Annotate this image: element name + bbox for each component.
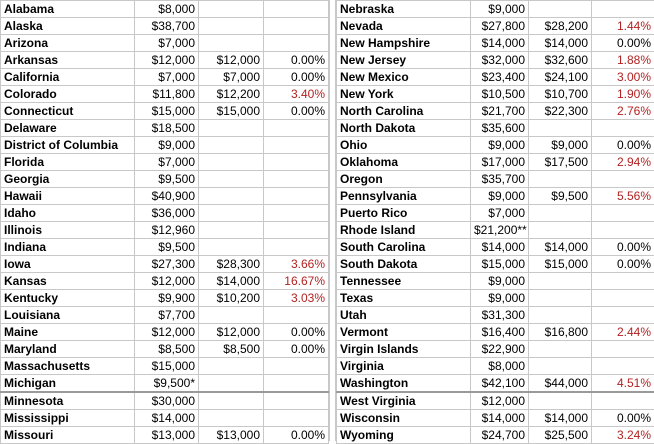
new-value-cell[interactable] <box>199 188 264 205</box>
state-cell[interactable]: Alabama <box>1 1 135 18</box>
state-cell[interactable]: South Dakota <box>337 256 471 273</box>
percent-change-cell[interactable] <box>264 410 329 427</box>
state-cell[interactable]: New Jersey <box>337 52 471 69</box>
value-cell[interactable]: $12,000 <box>135 324 199 341</box>
table-row <box>1 35 329 52</box>
new-value-cell[interactable] <box>529 120 592 137</box>
percent-change-cell[interactable]: 1.90% <box>592 86 654 103</box>
percent-change-cell[interactable]: 0.00% <box>264 324 329 341</box>
value-cell[interactable]: $35,600 <box>471 120 529 137</box>
state-cell[interactable]: Kentucky <box>1 290 135 307</box>
new-value-cell[interactable] <box>199 222 264 239</box>
state-cell[interactable]: Minnesota <box>1 392 135 410</box>
value-cell[interactable]: $13,000 <box>135 427 199 444</box>
percent-change-cell[interactable] <box>592 120 654 137</box>
percent-change-cell[interactable]: 1.88% <box>592 52 654 69</box>
percent-change-cell[interactable] <box>592 1 654 18</box>
value-cell[interactable]: $27,800 <box>471 18 529 35</box>
value-cell[interactable]: $7,700 <box>135 307 199 324</box>
new-value-cell[interactable] <box>199 375 264 393</box>
percent-change-cell[interactable] <box>264 188 329 205</box>
state-cell[interactable]: Louisiana <box>1 307 135 324</box>
table-row <box>337 86 654 103</box>
state-cell[interactable]: Ohio <box>337 137 471 154</box>
percent-change-cell[interactable] <box>264 1 329 18</box>
state-cell[interactable]: Illinois <box>1 222 135 239</box>
percent-change-cell[interactable]: 0.00% <box>592 256 654 273</box>
percent-change-cell[interactable]: 4.51% <box>592 375 654 393</box>
new-value-cell[interactable] <box>199 1 264 18</box>
state-cell[interactable]: Georgia <box>1 171 135 188</box>
column-divider <box>329 0 336 441</box>
percent-change-cell[interactable]: 3.40% <box>264 86 329 103</box>
percent-change-cell[interactable]: 0.00% <box>264 427 329 444</box>
value-cell[interactable]: $9,000 <box>471 188 529 205</box>
new-value-cell[interactable]: $15,000 <box>529 256 592 273</box>
percent-change-cell[interactable] <box>592 205 654 222</box>
state-cell[interactable]: Idaho <box>1 205 135 222</box>
table-row <box>1 69 329 86</box>
new-value-cell[interactable]: $17,500 <box>529 154 592 171</box>
new-value-cell[interactable] <box>529 222 592 239</box>
percent-change-cell[interactable]: 0.00% <box>264 69 329 86</box>
table-row <box>337 341 654 358</box>
state-cell[interactable]: South Carolina <box>337 239 471 256</box>
state-cell[interactable]: Florida <box>1 154 135 171</box>
new-value-cell[interactable] <box>529 1 592 18</box>
table-row <box>1 290 329 307</box>
percent-change-cell[interactable]: 3.66% <box>264 256 329 273</box>
value-cell[interactable]: $21,700 <box>471 103 529 120</box>
percent-change-cell[interactable] <box>592 171 654 188</box>
percent-change-cell[interactable]: 0.00% <box>592 35 654 52</box>
table-row <box>337 1 654 18</box>
value-cell[interactable]: $31,300 <box>471 307 529 324</box>
percent-change-cell[interactable] <box>264 358 329 375</box>
state-cell[interactable]: Nebraska <box>337 1 471 18</box>
percent-change-cell[interactable] <box>264 222 329 239</box>
table-row <box>1 137 329 154</box>
new-value-cell[interactable]: $24,100 <box>529 69 592 86</box>
percent-change-cell[interactable] <box>264 137 329 154</box>
table-row <box>337 52 654 69</box>
new-value-cell[interactable] <box>529 171 592 188</box>
table-row <box>337 188 654 205</box>
percent-change-cell[interactable]: 1.44% <box>592 18 654 35</box>
value-cell[interactable]: $38,700 <box>135 18 199 35</box>
percent-change-cell[interactable] <box>592 392 654 410</box>
new-value-cell[interactable]: $8,500 <box>199 341 264 358</box>
new-value-cell[interactable] <box>529 341 592 358</box>
table-row <box>1 358 329 375</box>
table-row <box>1 307 329 324</box>
percent-change-cell[interactable] <box>592 358 654 375</box>
value-cell[interactable]: $9,500* <box>135 375 199 393</box>
percent-change-cell[interactable] <box>592 222 654 239</box>
new-value-cell[interactable] <box>529 392 592 410</box>
state-cell[interactable]: Rhode Island <box>337 222 471 239</box>
state-cell[interactable]: Iowa <box>1 256 135 273</box>
table-row <box>337 290 654 307</box>
state-cell[interactable]: Delaware <box>1 120 135 137</box>
table-row <box>337 410 654 427</box>
state-cell[interactable]: Oregon <box>337 171 471 188</box>
table-row <box>337 154 654 171</box>
state-cell[interactable]: California <box>1 69 135 86</box>
percent-change-cell[interactable]: 0.00% <box>592 410 654 427</box>
new-value-cell[interactable] <box>199 239 264 256</box>
state-cell[interactable]: Hawaii <box>1 188 135 205</box>
new-value-cell[interactable] <box>529 290 592 307</box>
new-value-cell[interactable]: $9,000 <box>529 137 592 154</box>
value-cell[interactable]: $36,000 <box>135 205 199 222</box>
new-value-cell[interactable] <box>199 392 264 410</box>
state-cell[interactable]: Pennsylvania <box>337 188 471 205</box>
percent-change-cell[interactable]: 2.76% <box>592 103 654 120</box>
value-cell[interactable]: $35,700 <box>471 171 529 188</box>
value-cell[interactable]: $9,000 <box>471 290 529 307</box>
value-cell[interactable]: $12,000 <box>135 52 199 69</box>
value-cell[interactable]: $40,900 <box>135 188 199 205</box>
new-value-cell[interactable]: $12,000 <box>199 52 264 69</box>
state-cell[interactable]: Puerto Rico <box>337 205 471 222</box>
state-cell[interactable]: West Virginia <box>337 392 471 410</box>
table-row <box>1 205 329 222</box>
value-cell[interactable]: $8,000 <box>471 358 529 375</box>
value-cell[interactable]: $21,200** <box>471 222 529 239</box>
value-cell[interactable]: $22,900 <box>471 341 529 358</box>
table-row <box>1 120 329 137</box>
new-value-cell[interactable]: $13,000 <box>199 427 264 444</box>
value-cell[interactable]: $8,500 <box>135 341 199 358</box>
table-row <box>337 222 654 239</box>
state-cell[interactable]: Colorado <box>1 86 135 103</box>
state-cell[interactable]: Alaska <box>1 18 135 35</box>
table-row <box>1 410 329 427</box>
percent-change-cell[interactable]: 2.94% <box>592 154 654 171</box>
value-cell[interactable]: $8,000 <box>135 1 199 18</box>
value-cell[interactable]: $9,000 <box>135 137 199 154</box>
table-row <box>1 375 329 393</box>
table-row <box>1 341 329 358</box>
new-value-cell[interactable] <box>529 358 592 375</box>
percent-change-cell[interactable] <box>592 290 654 307</box>
value-cell[interactable]: $12,960 <box>135 222 199 239</box>
percent-change-cell[interactable]: 0.00% <box>592 239 654 256</box>
state-cell[interactable]: Washington <box>337 375 471 393</box>
state-cell[interactable]: Utah <box>337 307 471 324</box>
state-cell[interactable]: Arizona <box>1 35 135 52</box>
state-cell[interactable]: Oklahoma <box>337 154 471 171</box>
percent-change-cell[interactable] <box>264 205 329 222</box>
table-row <box>337 256 654 273</box>
new-value-cell[interactable] <box>199 171 264 188</box>
table-row <box>337 324 654 341</box>
new-value-cell[interactable] <box>199 18 264 35</box>
state-cell[interactable]: Texas <box>337 290 471 307</box>
percent-change-cell[interactable] <box>264 154 329 171</box>
percent-change-cell[interactable]: 3.24% <box>592 427 654 444</box>
table-row <box>1 18 329 35</box>
value-cell[interactable]: $24,700 <box>471 427 529 444</box>
table-row <box>1 392 329 410</box>
state-cell[interactable]: New York <box>337 86 471 103</box>
table-row <box>337 35 654 52</box>
value-cell[interactable]: $7,000 <box>471 205 529 222</box>
new-value-cell[interactable]: $14,000 <box>529 35 592 52</box>
value-cell[interactable]: $27,300 <box>135 256 199 273</box>
percent-change-cell[interactable] <box>264 239 329 256</box>
percent-change-cell[interactable]: 0.00% <box>264 103 329 120</box>
value-cell[interactable]: $14,000 <box>471 410 529 427</box>
value-cell[interactable]: $7,000 <box>135 69 199 86</box>
new-value-cell[interactable]: $15,000 <box>199 103 264 120</box>
new-value-cell[interactable]: $28,300 <box>199 256 264 273</box>
table-row <box>1 86 329 103</box>
value-cell[interactable]: $15,000 <box>135 103 199 120</box>
table-row <box>337 171 654 188</box>
new-value-cell[interactable] <box>199 154 264 171</box>
table-row <box>337 239 654 256</box>
percent-change-cell[interactable]: 16.67% <box>264 273 329 290</box>
value-cell[interactable]: $7,000 <box>135 35 199 52</box>
table-row <box>337 137 654 154</box>
new-value-cell[interactable]: $9,500 <box>529 188 592 205</box>
new-value-cell[interactable]: $14,000 <box>529 410 592 427</box>
table-row <box>337 358 654 375</box>
new-value-cell[interactable] <box>529 273 592 290</box>
state-cell[interactable]: Kansas <box>1 273 135 290</box>
value-cell[interactable]: $11,800 <box>135 86 199 103</box>
new-value-cell[interactable]: $44,000 <box>529 375 592 393</box>
table-row <box>1 256 329 273</box>
percent-change-cell[interactable] <box>264 171 329 188</box>
table-row <box>337 69 654 86</box>
table-row <box>1 154 329 171</box>
value-cell[interactable]: $9,500 <box>135 171 199 188</box>
state-cell[interactable]: Wyoming <box>337 427 471 444</box>
percent-change-cell[interactable]: 3.00% <box>592 69 654 86</box>
table-row <box>1 1 329 18</box>
value-cell[interactable]: $15,000 <box>471 256 529 273</box>
state-cell[interactable]: Maine <box>1 324 135 341</box>
new-value-cell[interactable]: $25,500 <box>529 427 592 444</box>
state-cell[interactable]: Michigan <box>1 375 135 393</box>
value-cell[interactable]: $42,100 <box>471 375 529 393</box>
new-value-cell[interactable]: $32,600 <box>529 52 592 69</box>
table-row <box>337 307 654 324</box>
new-value-cell[interactable]: $10,700 <box>529 86 592 103</box>
new-value-cell[interactable]: $22,300 <box>529 103 592 120</box>
table-row <box>1 324 329 341</box>
table-row <box>337 392 654 410</box>
state-cell[interactable]: Vermont <box>337 324 471 341</box>
percent-change-cell[interactable] <box>264 120 329 137</box>
value-cell[interactable]: $9,500 <box>135 239 199 256</box>
new-value-cell[interactable] <box>199 35 264 52</box>
state-cell[interactable]: New Mexico <box>337 69 471 86</box>
value-cell[interactable]: $18,500 <box>135 120 199 137</box>
value-cell[interactable]: $17,000 <box>471 154 529 171</box>
percent-change-cell[interactable]: 2.44% <box>592 324 654 341</box>
state-cell[interactable]: Virgin Islands <box>337 341 471 358</box>
percent-change-cell[interactable]: 3.03% <box>264 290 329 307</box>
state-cell[interactable]: Wisconsin <box>337 410 471 427</box>
percent-change-cell[interactable] <box>264 18 329 35</box>
value-cell[interactable]: $14,000 <box>471 35 529 52</box>
new-value-cell[interactable]: $28,200 <box>529 18 592 35</box>
new-value-cell[interactable]: $7,000 <box>199 69 264 86</box>
table-row <box>337 18 654 35</box>
state-cell[interactable]: Connecticut <box>1 103 135 120</box>
percent-change-cell[interactable] <box>264 307 329 324</box>
table-row <box>337 103 654 120</box>
value-cell[interactable]: $14,000 <box>135 410 199 427</box>
table-row <box>1 239 329 256</box>
state-cell[interactable]: Tennessee <box>337 273 471 290</box>
value-cell[interactable]: $7,000 <box>135 154 199 171</box>
value-cell[interactable]: $15,000 <box>135 358 199 375</box>
new-value-cell[interactable] <box>199 137 264 154</box>
percent-change-cell[interactable] <box>264 392 329 410</box>
table-row <box>1 273 329 290</box>
value-cell[interactable]: $10,500 <box>471 86 529 103</box>
state-cell[interactable]: New Hampshire <box>337 35 471 52</box>
new-value-cell[interactable]: $12,000 <box>199 324 264 341</box>
right-state-table <box>336 0 654 444</box>
percent-change-cell[interactable] <box>592 307 654 324</box>
value-cell[interactable]: $12,000 <box>135 273 199 290</box>
state-cell[interactable]: Virginia <box>337 358 471 375</box>
state-cell[interactable]: Indiana <box>1 239 135 256</box>
table-row <box>1 103 329 120</box>
new-value-cell[interactable] <box>529 307 592 324</box>
new-value-cell[interactable]: $10,200 <box>199 290 264 307</box>
new-value-cell[interactable]: $14,000 <box>529 239 592 256</box>
value-cell[interactable]: $23,400 <box>471 69 529 86</box>
table-row <box>1 188 329 205</box>
value-cell[interactable]: $32,000 <box>471 52 529 69</box>
new-value-cell[interactable] <box>199 120 264 137</box>
value-cell[interactable]: $30,000 <box>135 392 199 410</box>
percent-change-cell[interactable]: 0.00% <box>592 137 654 154</box>
state-cell[interactable]: Maryland <box>1 341 135 358</box>
value-cell[interactable]: $12,000 <box>471 392 529 410</box>
percent-change-cell[interactable] <box>592 341 654 358</box>
table-row <box>1 52 329 69</box>
percent-change-cell[interactable]: 0.00% <box>264 341 329 358</box>
state-cell[interactable]: Mississippi <box>1 410 135 427</box>
value-cell[interactable]: $16,400 <box>471 324 529 341</box>
state-cell[interactable]: Missouri <box>1 427 135 444</box>
state-cell[interactable]: Arkansas <box>1 52 135 69</box>
state-cell[interactable]: Nevada <box>337 18 471 35</box>
state-cell[interactable]: Massachusetts <box>1 358 135 375</box>
table-row <box>337 375 654 393</box>
table-row <box>1 222 329 239</box>
new-value-cell[interactable]: $14,000 <box>199 273 264 290</box>
state-cell[interactable]: North Carolina <box>337 103 471 120</box>
new-value-cell[interactable]: $12,200 <box>199 86 264 103</box>
percent-change-cell[interactable] <box>264 35 329 52</box>
table-row <box>337 273 654 290</box>
new-value-cell[interactable] <box>199 358 264 375</box>
value-cell[interactable]: $9,000 <box>471 137 529 154</box>
new-value-cell[interactable] <box>529 205 592 222</box>
value-cell[interactable]: $9,000 <box>471 1 529 18</box>
new-value-cell[interactable] <box>199 205 264 222</box>
state-cell[interactable]: District of Columbia <box>1 137 135 154</box>
percent-change-cell[interactable] <box>592 273 654 290</box>
value-cell[interactable]: $9,000 <box>471 273 529 290</box>
table-row <box>337 205 654 222</box>
state-cell[interactable]: North Dakota <box>337 120 471 137</box>
percent-change-cell[interactable]: 5.56% <box>592 188 654 205</box>
table-row <box>1 171 329 188</box>
new-value-cell[interactable]: $16,800 <box>529 324 592 341</box>
percent-change-cell[interactable] <box>264 375 329 393</box>
new-value-cell[interactable] <box>199 307 264 324</box>
new-value-cell[interactable] <box>199 410 264 427</box>
percent-change-cell[interactable]: 0.00% <box>264 52 329 69</box>
value-cell[interactable]: $14,000 <box>471 239 529 256</box>
table-row <box>337 120 654 137</box>
value-cell[interactable]: $9,900 <box>135 290 199 307</box>
